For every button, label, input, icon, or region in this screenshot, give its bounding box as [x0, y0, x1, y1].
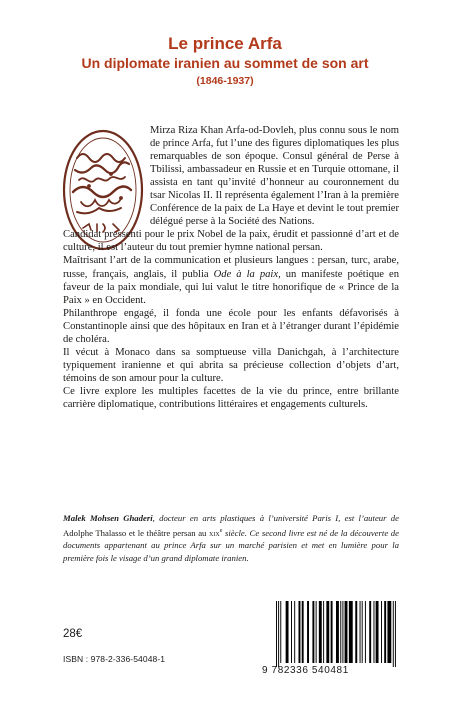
author-name: Malek Mohsen Ghaderi — [63, 513, 153, 523]
paragraph-nobel: Candidat pressenti pour le prix Nobel de la paix, érudit et passionné d’art et de culture, il est l’auteur du tout premier hymne national persan. — [63, 229, 399, 254]
barcode-bar — [387, 601, 391, 663]
author-century-sup: e — [219, 527, 223, 534]
barcode-bar — [312, 601, 314, 663]
barcode-bar — [395, 601, 396, 667]
barcode — [272, 601, 400, 667]
barcode-bar — [294, 601, 295, 663]
barcode-bar — [384, 601, 386, 663]
book-title: Le prince Arfa — [168, 34, 282, 53]
isbn: ISBN : 978-2-336-54048-1 — [63, 654, 166, 664]
barcode-bar — [349, 601, 353, 663]
barcode-bar — [276, 601, 277, 667]
barcode-bar — [307, 601, 309, 663]
paragraph-philanthropy: Philanthrope engagé, il fonda une école pour les enfants défavorisés à Constantinople ainsi que des hôpitaux en Iran et à l’étranger durant l’épidémie de choléra. — [63, 307, 399, 345]
barcode-digits: 9 782336 540481 — [262, 665, 349, 676]
author-bio — [63, 512, 399, 565]
author-bio-1: , docteur en arts plastiques à l’université Paris I, est l’auteur de — [152, 513, 399, 523]
languages-text-end: , un manifeste poétique en faveur de la paix mondiale, qui lui valut le titre honorifique de « Prince de la Paix » en Occident. — [63, 268, 399, 306]
barcode-bar — [278, 601, 279, 667]
barcode-bar — [369, 601, 371, 663]
author-century: xix — [209, 527, 220, 538]
header — [0, 34, 450, 88]
price: 28€ — [63, 628, 83, 640]
barcode-bar — [374, 601, 375, 663]
book-dates: (1846-1937) — [196, 75, 254, 87]
paragraph-monaco: Il vécut à Monaco dans sa somptueuse villa Danichgah, à l’architecture typiquement iranienne et qui abrita sa précieuse collection d’objets d’art, témoins de son amour pour la culture. — [63, 346, 399, 384]
barcode-bar — [393, 601, 394, 667]
author-bio-2: siècle. Ce second livre est né de la découverte de documents appartenant au prince Arfa sur un marché parisien et met en lumière pour la première fois le visage d’un grand diplomate iranien. — [63, 527, 400, 564]
barcode-bar — [323, 601, 324, 663]
barcode-bar — [299, 601, 301, 663]
paragraph-languages — [63, 254, 399, 306]
back-cover-text — [63, 124, 399, 411]
barcode-bar — [355, 601, 357, 663]
barcode-bar — [342, 601, 343, 663]
barcode-bar — [331, 601, 333, 663]
barcode-bar — [326, 601, 329, 663]
barcode-bar — [381, 601, 382, 663]
barcode-bar — [319, 601, 322, 663]
barcode-bar — [340, 601, 341, 663]
barcode-bar — [345, 601, 348, 663]
barcode-bar — [360, 601, 361, 663]
barcode-bar — [362, 601, 363, 663]
barcode-bar — [280, 601, 281, 663]
paragraph-intro: Mirza Riza Khan Arfa-od-Dovleh, plus connu sous le nom de prince Arfa, fut l’une des figures diplomatiques les plus remarquables de son époque. Consul général de Perse à Tbilissi, ambassadeur en Russie et en Turquie ottomane, il assista en tant qu’invité d’honneur au couronnement du tsar Nicolas II. Il représenta également l’Iran à la première Conférence de la paix de La Haye et devint le tout premier délégué perse à la Société des Nations. — [150, 125, 399, 228]
barcode-bar — [302, 601, 304, 663]
barcode-bar — [365, 601, 366, 663]
barcode-bar — [376, 601, 379, 663]
paragraph-summary: Ce livre explore les multiples facettes de la vie du prince, entre brillante carrière diplomatique, contributions littéraires et engagements culturels. — [63, 385, 399, 410]
barcode-bar — [286, 601, 289, 663]
barcode-bar — [316, 601, 317, 663]
ode-title: Ode à la paix — [213, 268, 279, 280]
barcode-bar — [291, 601, 292, 663]
author-previous-book: Adolphe Thalasso et le théâtre persan au xix$^e$ — [63, 527, 223, 538]
barcode-bar — [336, 601, 339, 663]
book-subtitle: Un diplomate iranien au sommet de son art — [81, 55, 369, 71]
languages-text: Maîtrisant l’art de la communication et plusieurs langues : persan, turc, arabe, russe, français, anglais, il publia — [63, 255, 399, 280]
